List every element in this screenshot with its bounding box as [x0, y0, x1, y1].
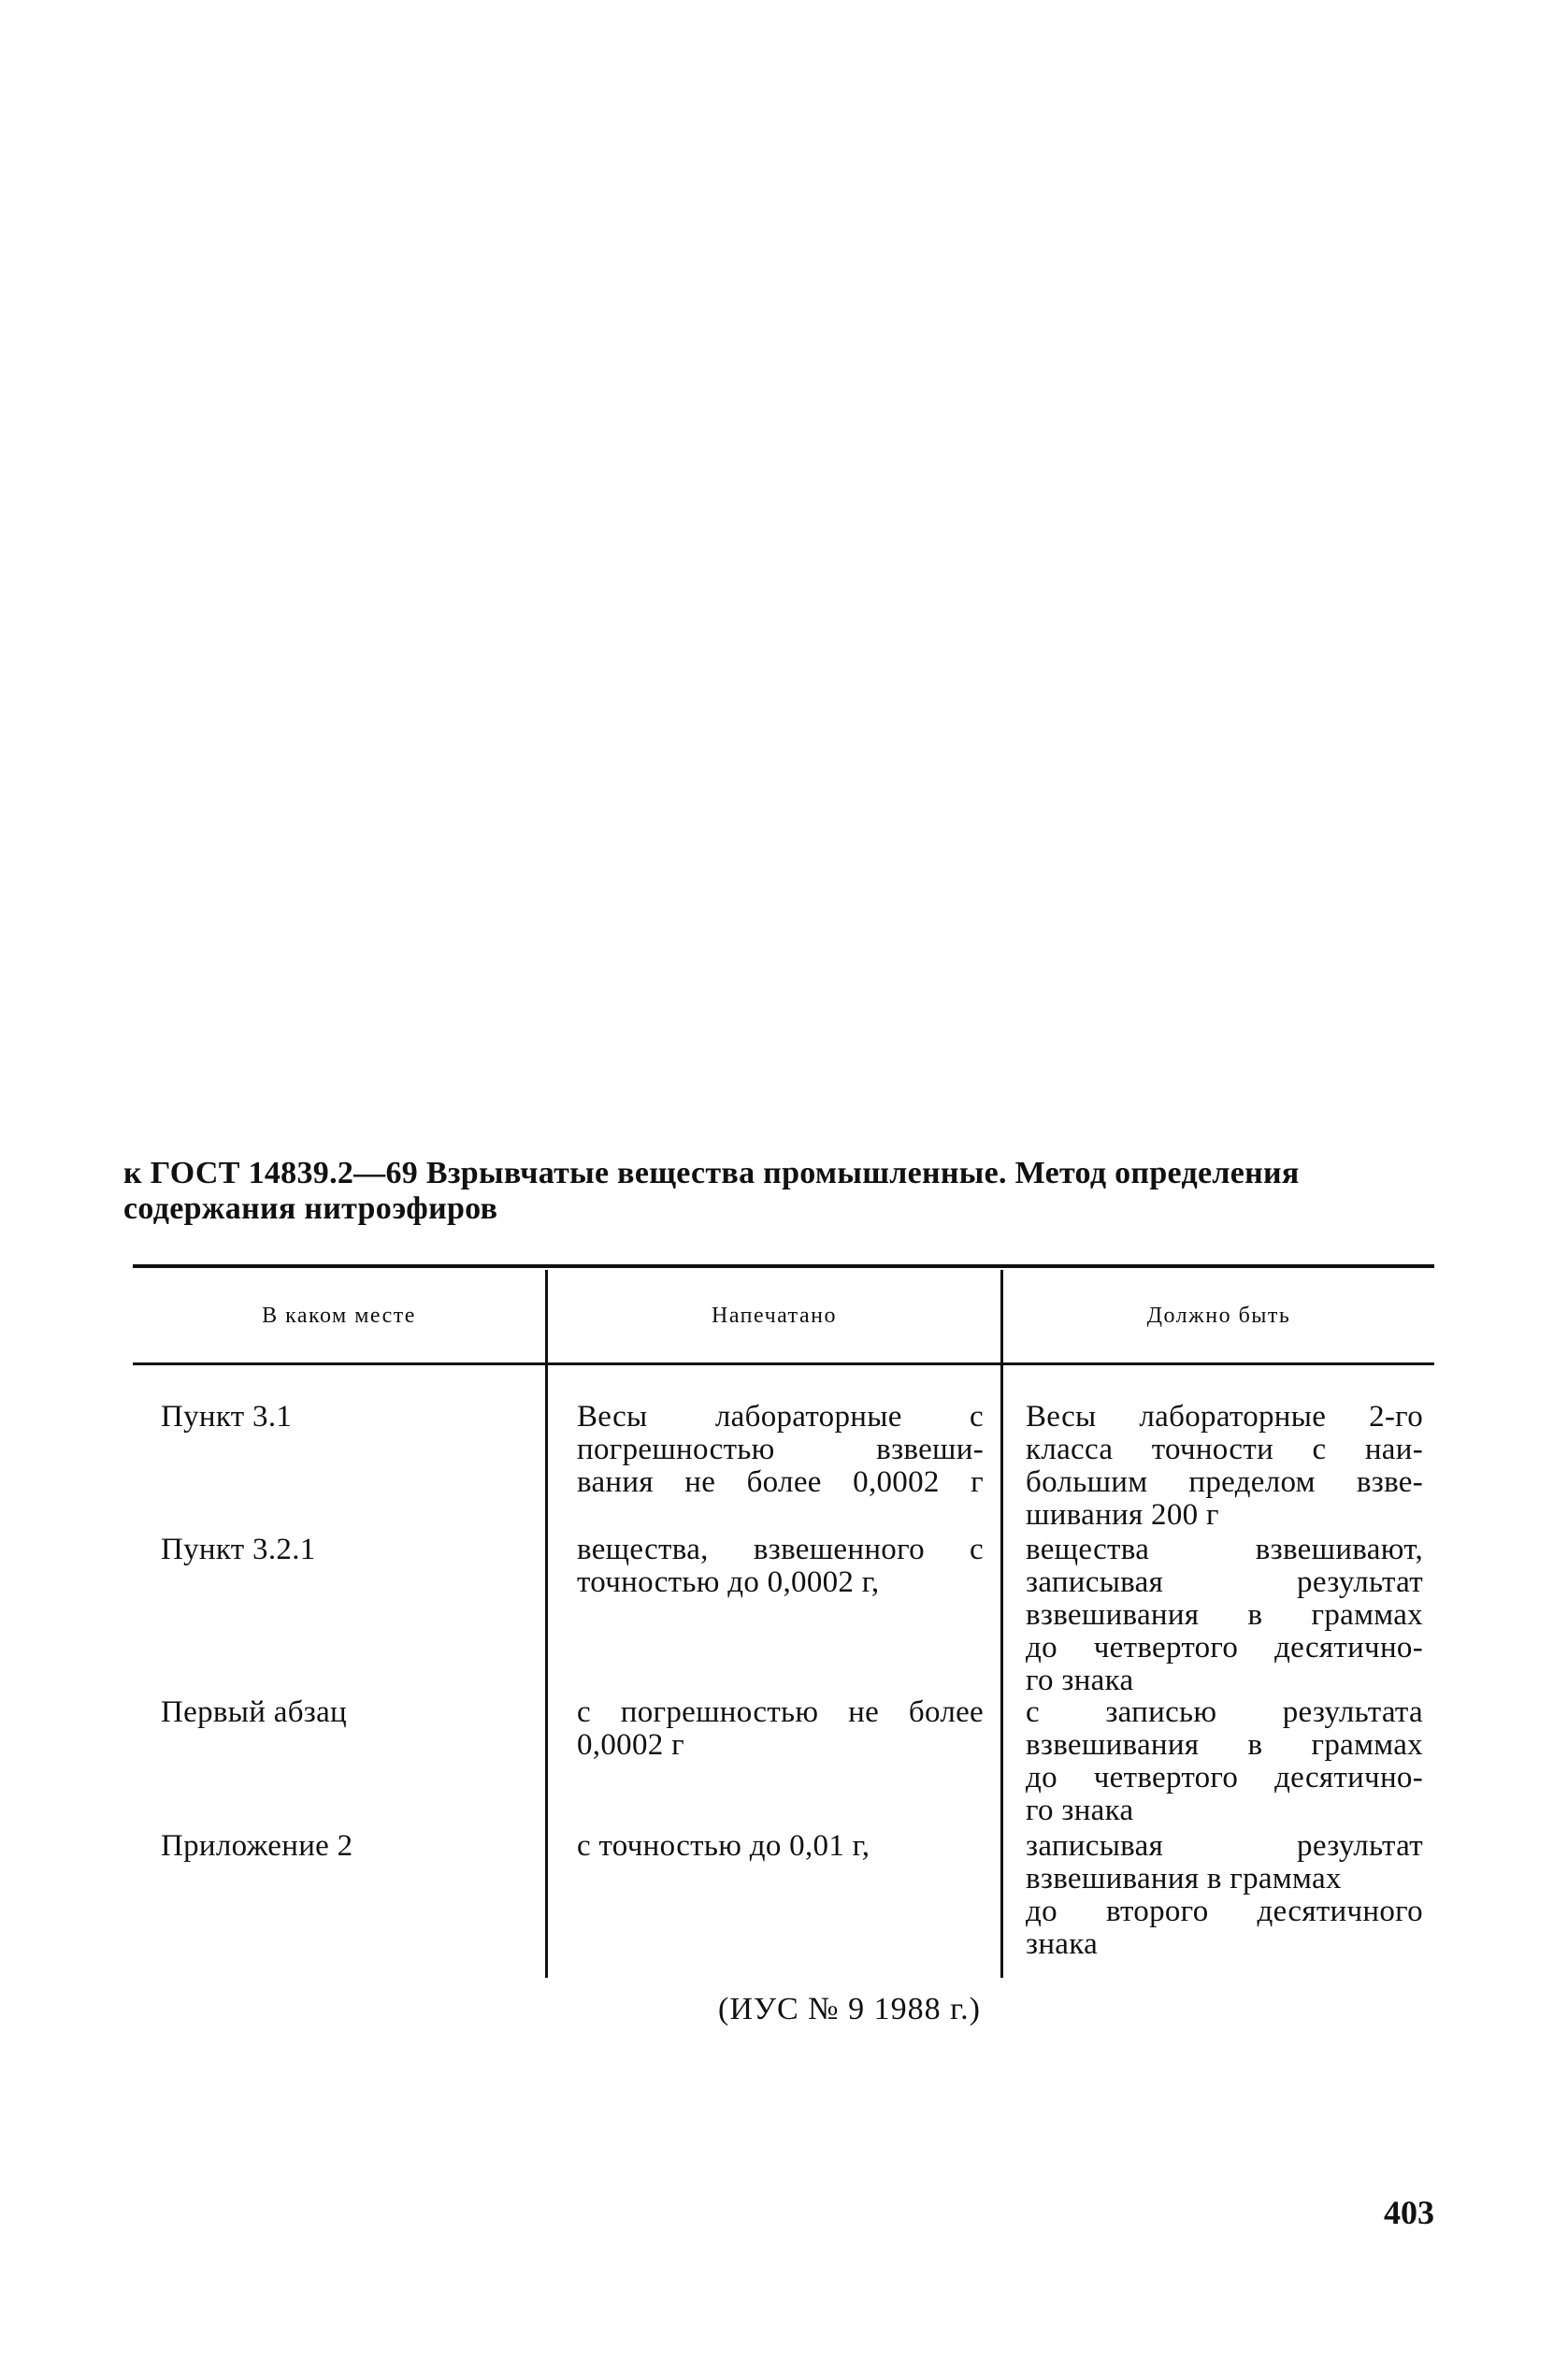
row-2-should-line-4: до четвертого десятично-: [1026, 1631, 1423, 1665]
row-1-place: Пункт 3.1: [161, 1400, 293, 1434]
header-should-be: Должно быть: [1146, 1304, 1291, 1328]
row-2-should-line-2: записывая результат: [1026, 1565, 1423, 1599]
row-4-should-line-3: до второго десятичного: [1026, 1895, 1423, 1928]
row-2-should-be: [1026, 1534, 1423, 1697]
row-4-should-line-1: записывая результат: [1026, 1829, 1423, 1863]
row-1-should-line-3: большим пределом взве-: [1026, 1465, 1423, 1499]
corrections-table: [133, 1264, 1434, 1975]
row-1-should-line-2: класса точности с наи-: [1026, 1433, 1423, 1466]
row-3-should-be: [1026, 1696, 1423, 1827]
table-header-rule: [133, 1362, 1434, 1365]
row-4-printed-line-1: с точностью до 0,01 г,: [577, 1829, 870, 1863]
row-3-printed-line-1: с погрешностью не более: [577, 1695, 984, 1729]
header-printed: Напечатано: [712, 1304, 837, 1328]
row-3-should-line-1: с записью результата: [1026, 1695, 1423, 1729]
header-place: В каком месте: [262, 1304, 416, 1328]
row-1-should-line-4: шивания 200 г: [1026, 1498, 1219, 1532]
row-3-printed: [577, 1696, 984, 1762]
row-3-should-line-2: взвешивания в граммах: [1026, 1728, 1423, 1762]
row-3-place: Первый абзац: [161, 1695, 348, 1729]
footnote-text: (ИУС № 9 1988 г.): [718, 1992, 981, 2026]
page-number: 403: [1384, 2194, 1434, 2231]
row-4-should-be: [1026, 1830, 1423, 1961]
table-top-rule: [133, 1264, 1434, 1268]
row-1-printed-line-3: вания не более 0,0002 г: [577, 1465, 984, 1499]
row-2-printed-line-2: точностью до 0,0002 г,: [577, 1565, 880, 1599]
row-2-should-line-3: взвешивания в граммах: [1026, 1598, 1423, 1632]
document-title-line-1: к ГОСТ 14839.2—69 Взрывчатые вещества промышленные. Метод определения: [123, 1156, 1300, 1190]
row-2-printed-line-1: вещества, взвешенного с: [577, 1533, 984, 1566]
row-2-printed: [577, 1534, 984, 1599]
footnote: [0, 1992, 1568, 2027]
row-4-should-line-2: взвешивания в граммах: [1026, 1862, 1342, 1896]
row-1-printed-line-2: погрешностью взвеши-: [577, 1433, 984, 1466]
row-2-should-line-1: вещества взвешивают,: [1026, 1533, 1423, 1566]
row-4-place: Приложение 2: [161, 1829, 353, 1863]
row-1-should-be: [1026, 1401, 1423, 1532]
row-3-printed-line-2: 0,0002 г: [577, 1728, 684, 1762]
row-3-should-line-3: до четвертого десятично-: [1026, 1761, 1423, 1795]
row-2-should-line-5: го знака: [1026, 1664, 1134, 1697]
table-column-divider-2: [1000, 1270, 1003, 1978]
table-column-divider-1: [545, 1270, 548, 1978]
row-3-should-line-4: го знака: [1026, 1794, 1134, 1827]
row-4-should-line-4: знака: [1026, 1927, 1099, 1961]
row-4-printed: [577, 1830, 984, 1863]
row-1-printed-line-1: Весы лабораторные с: [577, 1400, 984, 1434]
document-title: [123, 1156, 1432, 1227]
document-title-line-2: содержания нитроэфиров: [123, 1191, 498, 1226]
row-1-should-line-1: Весы лабораторные 2-го: [1026, 1400, 1423, 1434]
row-2-place: Пункт 3.2.1: [161, 1533, 316, 1566]
row-1-printed: [577, 1401, 984, 1499]
